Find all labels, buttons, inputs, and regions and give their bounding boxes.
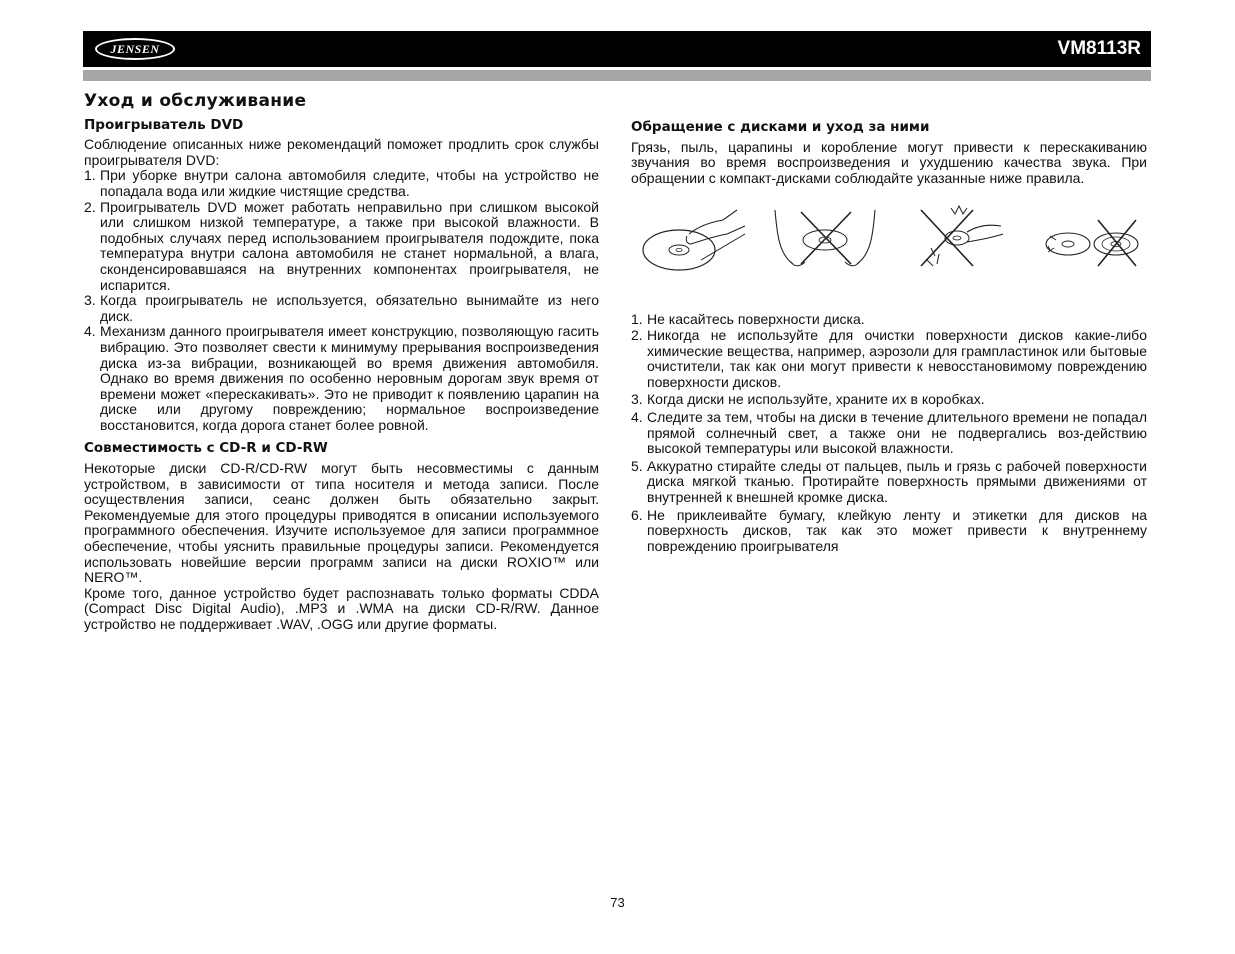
dvd-heading: Проигрыватель DVD — [84, 116, 244, 133]
list-item: 6. Не приклеивайте бумагу, клейкую ленту и этикетки для дисков на поверхность дисков, так как это может привести к внутреннему повреждению проигрывателя — [631, 506, 1147, 554]
dvd-intro: Соблюдение описанных ниже рекомендаций поможет продлить срок службы проигрывателя DVD: — [84, 136, 599, 168]
cdr-paragraph-1: Некоторые диски CD-R/CD-RW могут быть несовместимы с данным устройством, в зависимости от типа носителя и метода записи. После осуществления записи, сеанс должен быть обязательно закрыт. Рекомендуемые для этого процедуры приводятся в описании используемого программного обеспечения. Изучите используемое для записи программное обеспечение, чтобы уяснить правильные процедуры записи. Рекомендуется использовать новейшие версии программ записи на диски ROXIO™ или NERO™. — [84, 460, 599, 586]
page-number: 73 — [610, 895, 625, 910]
list-item: 4. Следите за тем, чтобы на диски в течение длительного времени не попадал прямой солнечный свет, а также они не подвергались воз-действию высокой температуры или высокой влажности. — [631, 408, 1147, 457]
list-item: 2. Никогда не используйте для очистки поверхности дисков какие-либо химические вещества, например, аэрозоли для грампластинок или бытовые очистители, так как они могут привести к невосстановимому повреждению поверхности дисков. — [631, 326, 1147, 390]
logo-text: JENSEN — [110, 41, 160, 56]
dvd-list — [84, 168, 599, 433]
brand — [95, 38, 175, 60]
left-column — [84, 92, 599, 633]
disc-care-intro: Грязь, пыль, царапины и коробление могут привести к перескакиванию звучания во время воспроизведения и ухудшению качества звука. При обращении с компакт-дисками соблюдайте указанные ниже правила. — [631, 138, 1147, 186]
jensen-logo — [95, 38, 175, 60]
right-column — [631, 92, 1147, 554]
list-item: 3. Когда проигрыватель не используется, обязательно вынимайте из него диск. — [84, 292, 599, 324]
disc-care-list — [631, 312, 1147, 554]
list-item: 2. Проигрыватель DVD может работать неправильно при слишком высокой или слишком низкой температуре, а также при высокой влажности. В подобных случаях перед использованием проигрывателя подождите, пока температура внутри салона автомобиля не станет нормальной, а влага, сконденсировавшаяся на внутренних компонентах проигрывателя, не испарится. — [84, 198, 599, 293]
list-item: 4. Механизм данного проигрывателя имеет конструкцию, позволяющую гасить вибрацию. Это позволяет свести к минимуму прерывания воспроизведения диска из-за вибрации, возникающей во время движения автомобиля. Однако во время движения по особенно неровным дорогам звук время от времени может «перескакивать». Это не приводит к появлению царапин на диске или другому повреждению; нормальное воспроизведение восстановится, когда дорога станет более ровной. — [84, 323, 599, 433]
list-item: 5. Аккуратно стирайте следы от пальцев, пыль и грязь с рабочей поверхности диска мягкой тканью. Протирайте поверхность прямыми движениями от внутренней к внешней кромке диска. — [631, 457, 1147, 505]
no-wipe-circular-icon — [1036, 204, 1146, 276]
disc-care-heading: Обращение с дисками и уход за ними — [631, 119, 930, 135]
no-heat-icon — [911, 204, 1021, 276]
cdr-paragraph-2: Кроме того, данное устройство будет распознавать только форматы CDDA (Compact Disc Digital Audio), .MP3 и .WMA на диски CD-R/RW. Данное устройство не поддерживает .WAV, .OGG или другие форматы. — [84, 584, 599, 632]
list-item: 1. При уборке внутри салона автомобиля следите, чтобы на устройство не попадала вода или жидкие чистящие средства. — [84, 167, 599, 199]
list-item: 1. Не касайтесь поверхности диска. — [631, 311, 865, 328]
header-bar — [83, 31, 1151, 67]
no-cleaners-icon — [771, 204, 881, 276]
cdr-heading: Совместимость с CD-R и CD-RW — [84, 440, 328, 457]
disc-handling-icon — [641, 204, 751, 276]
header-divider — [83, 70, 1151, 81]
disc-illustrations — [631, 204, 1147, 294]
page-title: Уход и обслуживание — [84, 91, 307, 111]
model-number: VM8113R — [1057, 38, 1141, 59]
list-item: 3. Когда диски не используйте, храните их в коробках. — [631, 391, 985, 408]
